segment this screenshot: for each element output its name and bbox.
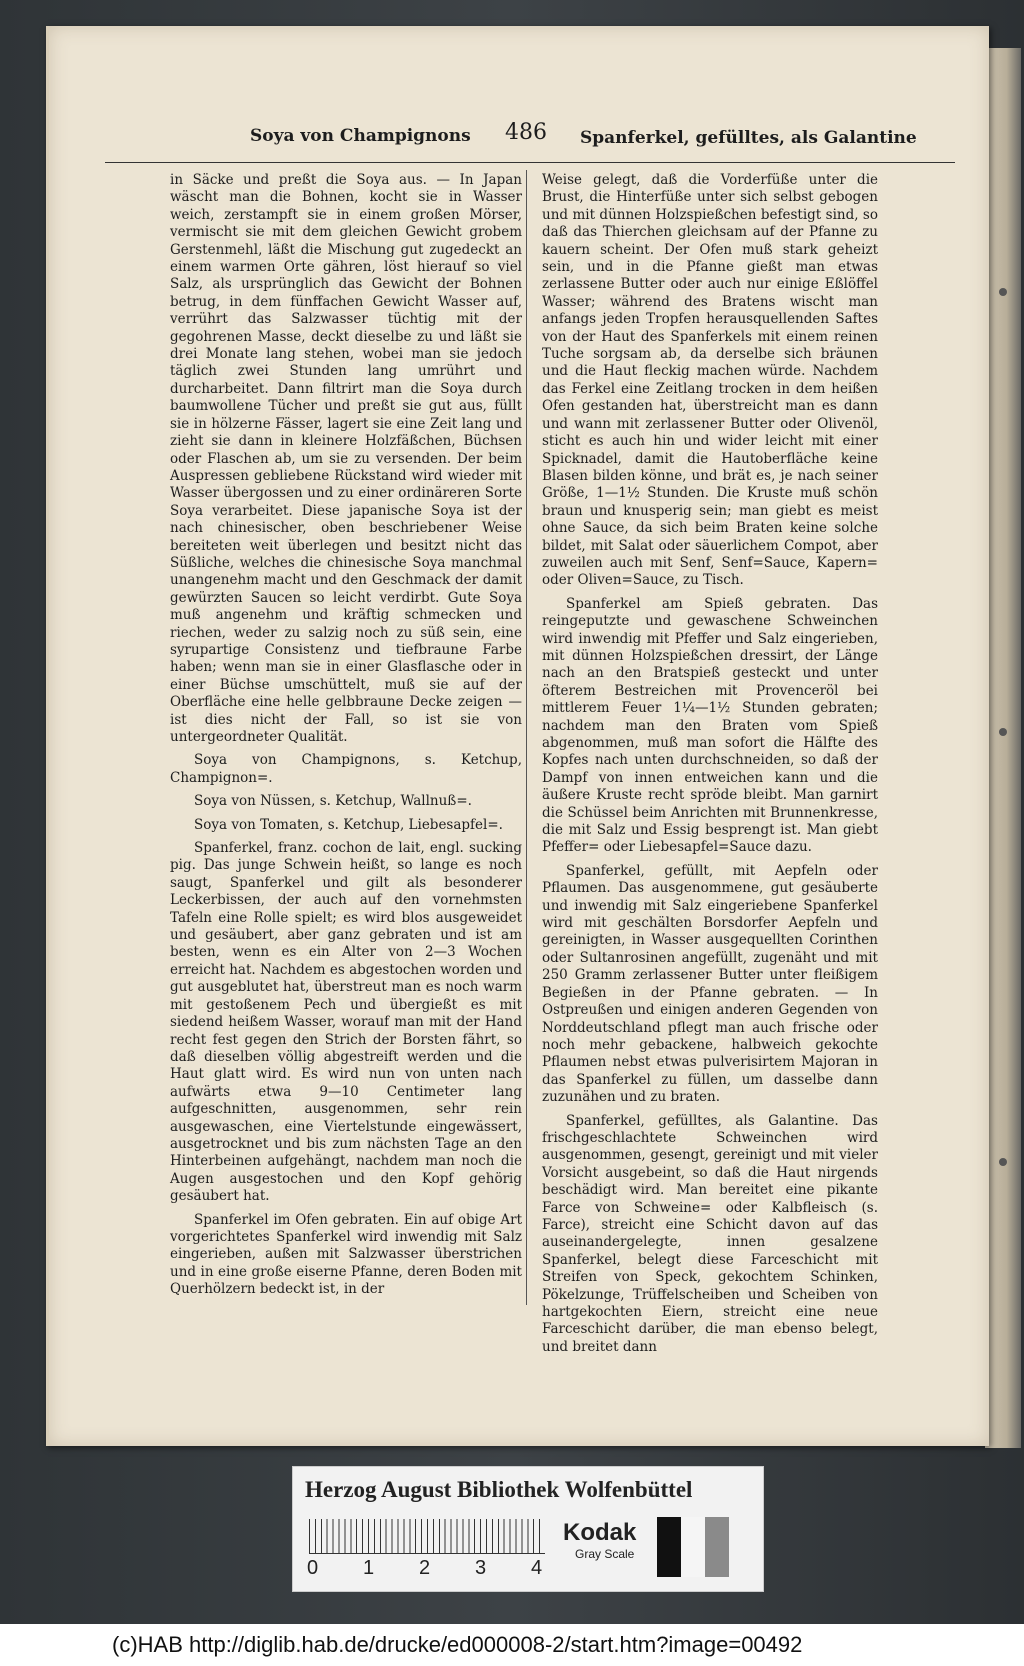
footer-credit: (c)HAB http://diglib.hab.de/drucke/ed000008-2/start.htm?image=00492 [112,1632,803,1657]
binding-dot [999,288,1007,296]
kodak-brand: Kodak [563,1519,637,1546]
paragraph: Weise gelegt, daß die Vorderfüße unter die Brust, die Hinterfüße unter sich selbst gebogen und mit dünnen Holzspießchen befestigt sind, so daß das Thierchen gleichsam auf der Pfanne zu kauern scheint. Der Ofen muß stark geheizt sein, und in die Pfanne gießt man etwas zerlassene Butter oder auch nur einige Eßlöffel Wasser; während des Bratens wischt man anfangs jeden Tropfen herausquellenden Saftes von der Haut des Spanferkels mit einem reinen Tuche sorgsam ab, da derselbe sich bräunen und die Haut fleckig machen würde. Nachdem das Ferkel eine Zeitlang trocken in dem heißen Ofen gestanden hat, überstreicht man es dann und wann mit zerlassener Butter oder Olivenöl, sticht es auch hin und wider leicht mit einer Spicknadel, damit die Hautoberfläche keine Blasen bilden könne, und brät es, je nach seiner Größe, 1—1½ Stunden. Die Kruste muß schön braun und knusperig sein; man giebt es meist ohne Sauce, da sich beim Braten keine solche bildet, mit Salat oder säuerlichem Compot, aber zuweilen auch mit Senf, Senf=Sauce, Kapern= oder Oliven=Sauce, zu Tisch. [542,172,878,589]
kodak-label [563,1519,636,1561]
paragraph: Spanferkel, gefüllt, mit Aepfeln oder Pflaumen. Das ausgenommene, gut gesäuberte und inwendig mit Salz eingeriebene Spanferkel wird mit geschälten Borsdorfer Aepfeln und gereinigten, in Wasser ausgequellten Corinthen oder Sultanrosinen angefüllt, zugenäht und mit 250 Gramm zerlassener Butter unter fleißigem Begießen in der Pfanne gebraten. — In Ostpreußen und einigen anderen Gegenden von Norddeutschland pflegt man auch frische oder noch mehr gebackene, halbweich gekochte Pflaumen nebst etwas pulverisirtem Majoran in das Spanferkel zu füllen, um dasselbe dann zuzunähen und zu braten. [542,862,878,1106]
next-page-edge [985,48,1021,1448]
paragraph: Soya von Nüssen, s. Ketchup, Wallnuß=. [194,793,472,810]
binding-dot [999,728,1007,736]
kodak-subtitle: Gray Scale [575,1547,635,1561]
paragraph: Soya von Champignons, s. Ketchup, Champignon=. [170,752,522,786]
scale-number: 1 [363,1557,375,1579]
ruler-ticks [309,1519,545,1554]
scale-number: 4 [531,1557,543,1579]
gray-block [657,1517,681,1577]
gray-block [705,1517,729,1577]
binding-dot [999,1158,1007,1166]
paragraph: Soya von Tomaten, s. Ketchup, Liebesapfel=. [194,816,503,833]
header-left-title: Soya von Champignons [250,126,471,146]
paragraph: in Säcke und preßt die Soya aus. — In Japan wäscht man die Bohnen, kocht sie in Wasser weich, zerstampft sie in einem großen Mörser, vermischt sie mit dem gleichen Gewicht grobem Gerstenmehl, läßt die Mischung gut zugedeckt an einem warmen Orte gähren, löst hierauf so viel Salz, als ursprünglich das Gewicht der Bohnen betrug, in dem fünffachen Gewicht Wasser auf, verrührt das Salzwasser tüchtig mit der gegohrenen Masse, deckt dieselbe zu und läßt sie drei Monate lang stehen, wobei man sie jedoch täglich zwei Stunden lang umrührt und durcharbeitet. Dann filtrirt man die Soya durch baumwollene Tücher und preßt sie gut aus, füllt sie in hölzerne Fässer, lagert sie eine Zeit lang und zieht sie dann in kleinere Holzfäßchen, Büchsen oder Flaschen ab, um sie zu versenden. Der beim Auspressen gebliebene Rückstand wird wieder mit Wasser übergossen und zu einer ordinäreren Sorte Soya verarbeitet. Diese japanische Soya ist der nach chinesischer, oben beschriebener Weise bereiteten weit überlegen und besitzt nicht das Süßliche, welches die chinesische Soya manchmal unangenehm macht und den Geschmack der damit gewürzten Saucen so leicht verdirbt. Gute Soya muß angenehm und kräftig schmecken und riechen, weder zu salzig noch zu süß sein, eine syrupartige Consistenz und tiefbraune Farbe haben; wenn man sie in einer Glasflasche oder in einer Büchse umschüttelt, muß sie auf der Oberfläche eine helle gelbbraune Decke zeigen — ist dies nicht der Fall, so ist sie von untergeordneter Qualität. [170,172,522,745]
column-divider [526,170,527,1305]
paragraph: Spanferkel am Spieß gebraten. Das reingeputzte und gewaschene Schweinchen wird inwendig mit Pfeffer und Salz eingerieben, mit dünnen Holzspießchen dressirt, der Länge nach an den Bratspieß gesteckt und unter öfterem Bestreichen mit Provenceröl bei mittlerem Feuer 1¼—1½ Stunden gebraten; nachdem man den Braten vom Spieß abgenommen, muß man sofort die Hälfte des Kopfes nach unten durchschneiden, so daß der Dampf von innen entweichen kann und die äußere Kruste recht spröde bleibt. Man garnirt die Schüssel beim Anrichten mit Brunnenkresse, die mit Salz und Essig besprengt ist. Man giebt Pfeffer= oder Liebesapfel=Sauce dazu. [542,595,878,856]
library-color-card [292,1466,764,1592]
gray-block [681,1517,705,1577]
scale-number: 2 [419,1557,431,1579]
header-right-title: Spanferkel, gefülltes, als Galantine [580,128,917,148]
paragraph: Spanferkel im Ofen gebraten. Ein auf obige Art vorgerichtetes Spanferkel wird inwendig mit Salz eingerieben, außen mit Salzwasser überstrichen und in eine große eiserne Pfanne, deren Boden mit Querhölzern bedeckt ist, in der [170,1211,522,1298]
scale-number: 3 [475,1557,487,1579]
library-name: Herzog August Bibliothek Wolfenbüttel [305,1477,693,1502]
paragraph: Spanferkel, franz. cochon de lait, engl. sucking pig. Das junge Schwein heißt, so lange es noch saugt, Spanferkel und gilt als besonderer Leckerbissen, der auch auf den vornehmsten Tafeln eine Rolle spielt; es wird blos ausgeweidet und gesäubert, aber ganz gebraten und ist am besten, wenn es ein Alter von 2—3 Wochen erreicht hat. Nachdem es abgestochen worden und gut ausgeblutet hat, überstreut man es noch warm mit gestoßenem Pech und übergießt es mit siedend heißem Wasser, worauf man mit der Hand recht fest gegen den Strich der Borsten fährt, so daß dieselben völlig abgestreift werden und die Haut glatt wird. Es wird nun von unten nach aufwärts etwa 9—10 Centimeter lang aufgeschnitten, ausgenommen, sehr rein ausgewaschen, eine Viertelstunde eingewässert, ausgetrocknet und bis zum nächsten Tage an den Hinterbeinen aufgehängt, nachdem man noch die Augen ausgestochen und den Kopf gehörig gesäubert hat. [170,840,522,1205]
scale-number: 0 [307,1557,319,1579]
gray-scale-blocks [657,1517,729,1577]
text-column-left [170,172,522,1305]
paragraph: Spanferkel, gefülltes, als Galantine. Das frischgeschlachtete Schweinchen wird ausgenommen, gesengt, gereinigt und mit vieler Vorsicht ausgebeint, so daß die Haut nirgends beschädigt wird. Man bereitet eine pikante Farce von Schweine= oder Kalbfleisch (s. Farce), streicht eine Schicht davon auf das auseinandergelegte, innen gesalzene Spanferkel, belegt diese Farceschicht mit Streifen von Speck, gekochtem Schinken, Pökelzunge, Trüffelscheiben und Scheiben von hartgekochten Eiern, streicht eine neue Farceschicht darüber, die man ebenso belegt, und breitet dann [542,1112,878,1355]
footer-bar [0,1624,1024,1666]
running-header [105,118,955,163]
text-column-right [542,172,878,1362]
ruler-scale [307,1519,547,1581]
page-number: 486 [505,120,547,145]
